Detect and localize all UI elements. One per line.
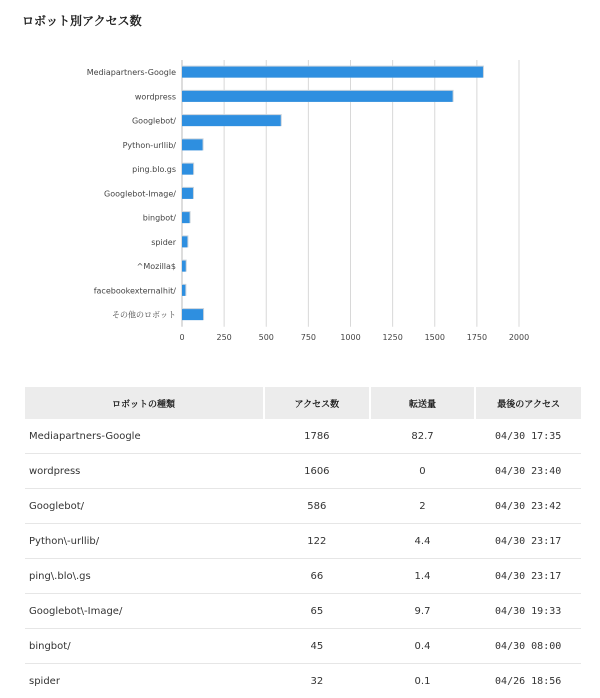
table-row: [25, 454, 581, 489]
table-row: [25, 559, 581, 594]
category-label: Python-urllib/: [123, 141, 177, 150]
access-count-cell: 66: [264, 559, 370, 594]
header-last-access[interactable]: 最後のアクセス: [475, 387, 581, 419]
access-count-cell: 122: [264, 524, 370, 559]
category-label: ping.blo.gs: [132, 165, 176, 174]
table-row: [25, 489, 581, 524]
category-label: ^Mozilla$: [137, 262, 176, 271]
page-title: ロボット別アクセス数: [22, 12, 142, 29]
last-access-cell: 04/30 19:33: [475, 594, 581, 629]
header-access-count[interactable]: アクセス数: [264, 387, 370, 419]
transfer-cell: 9.7: [370, 594, 476, 629]
category-label: Googlebot/: [132, 117, 176, 126]
bar: [182, 212, 190, 223]
x-tick-label: 1000: [340, 333, 360, 342]
category-label: facebookexternalhit/: [94, 286, 177, 295]
header-robot-type[interactable]: ロボットの種類: [25, 387, 264, 419]
bar: [182, 188, 193, 199]
x-tick-label: 0: [179, 333, 184, 342]
bar: [182, 67, 483, 78]
x-tick-label: 1750: [467, 333, 487, 342]
transfer-cell: 0.4: [370, 629, 476, 664]
last-access-cell: 04/30 23:42: [475, 489, 581, 524]
x-tick-label: 2000: [509, 333, 529, 342]
robot-name-cell: Googlebot/: [25, 489, 264, 524]
robot-name-cell: Googlebot\-Image/: [25, 594, 264, 629]
robot-name-cell: Python\-urllib/: [25, 524, 264, 559]
robot-name-cell: wordpress: [25, 454, 264, 489]
access-count-cell: 1606: [264, 454, 370, 489]
bar: [182, 91, 453, 102]
category-label: spider: [151, 238, 176, 247]
robot-name-cell: ping\.blo\.gs: [25, 559, 264, 594]
category-label: その他のロボット: [112, 310, 176, 320]
table-row: [25, 419, 581, 454]
transfer-cell: 4.4: [370, 524, 476, 559]
robot-access-bar-chart: [0, 50, 600, 350]
transfer-cell: 2: [370, 489, 476, 524]
bar: [182, 164, 193, 175]
bar: [182, 115, 281, 126]
category-label: wordpress: [135, 92, 176, 101]
last-access-cell: 04/30 23:17: [475, 524, 581, 559]
x-tick-label: 750: [301, 333, 316, 342]
table-row: [25, 594, 581, 629]
last-access-cell: 04/30 17:35: [475, 419, 581, 454]
transfer-cell: 0.1: [370, 664, 476, 698]
category-label: Googlebot-Image/: [104, 189, 176, 198]
bar: [182, 139, 203, 150]
transfer-cell: 1.4: [370, 559, 476, 594]
x-tick-label: 250: [216, 333, 231, 342]
x-tick-label: 1250: [382, 333, 402, 342]
table-row: [25, 664, 581, 698]
robot-stats-table: [25, 387, 581, 698]
bar: [182, 261, 186, 272]
access-count-cell: 586: [264, 489, 370, 524]
access-count-cell: 45: [264, 629, 370, 664]
last-access-cell: 04/30 23:17: [475, 559, 581, 594]
x-tick-label: 500: [259, 333, 274, 342]
header-transfer[interactable]: 転送量: [370, 387, 476, 419]
bar: [182, 236, 187, 247]
table-row: [25, 524, 581, 559]
transfer-cell: 82.7: [370, 419, 476, 454]
category-label: Mediapartners-Google: [87, 68, 176, 77]
access-count-cell: 32: [264, 664, 370, 698]
bar: [182, 285, 185, 296]
table-row: [25, 629, 581, 664]
access-count-cell: 1786: [264, 419, 370, 454]
robot-name-cell: spider: [25, 664, 264, 698]
last-access-cell: 04/30 08:00: [475, 629, 581, 664]
last-access-cell: 04/30 23:40: [475, 454, 581, 489]
robot-name-cell: Mediapartners-Google: [25, 419, 264, 454]
transfer-cell: 0: [370, 454, 476, 489]
last-access-cell: 04/26 18:56: [475, 664, 581, 698]
access-count-cell: 65: [264, 594, 370, 629]
table-header-row: [25, 387, 581, 419]
category-label: bingbot/: [143, 214, 177, 223]
robot-name-cell: bingbot/: [25, 629, 264, 664]
x-tick-label: 1500: [425, 333, 445, 342]
bar: [182, 309, 203, 320]
